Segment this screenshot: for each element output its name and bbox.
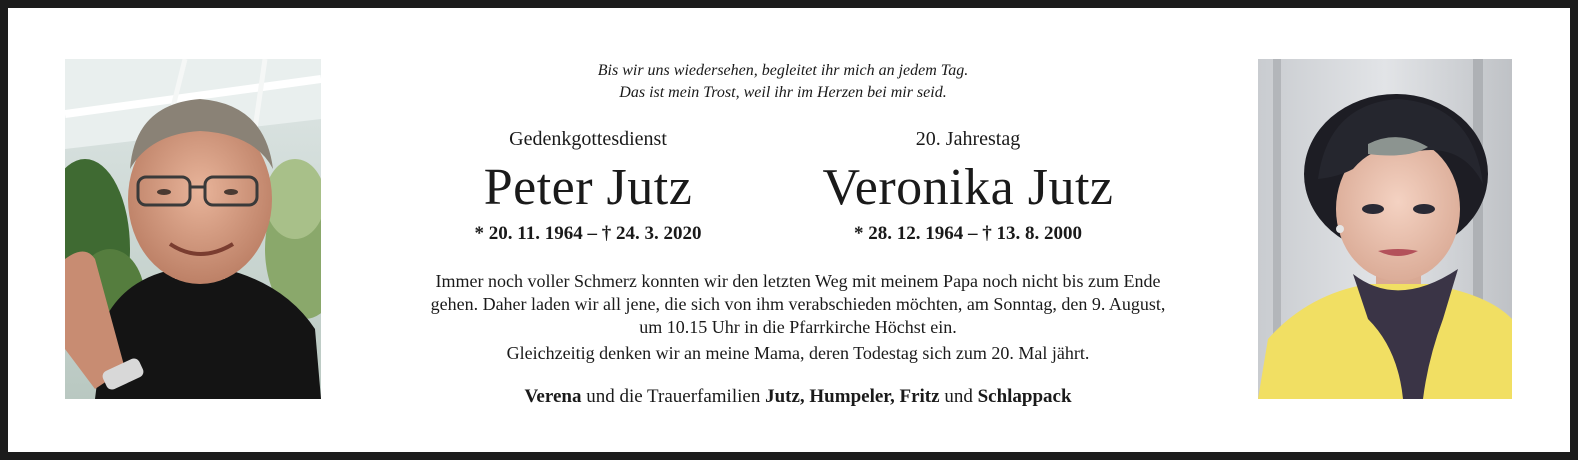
- occasion-label-right: 20. Jahrestag: [915, 128, 1021, 150]
- family-signature: [348, 385, 1248, 409]
- body-line-3: um 10.15 Uhr in die Pfarrkirche Höchst ein.: [639, 317, 957, 337]
- woman-portrait-image: [1258, 59, 1512, 399]
- signature-first-name: Verena: [524, 386, 582, 407]
- motto-line-1: Bis wir uns wiedersehen, begleitet ihr mich an jedem Tag.: [597, 62, 969, 79]
- announcement-text: [348, 270, 1248, 365]
- person-veronika: [778, 126, 1158, 246]
- signature-text-1: und die Trauerfamilien: [581, 386, 766, 407]
- signature-families: Jutz, Humpeler, Fritz: [765, 386, 940, 407]
- body-line-4: Gleichzeitig denken wir an meine Mama, deren Todestag sich zum 20. Mal jährt.: [506, 343, 1090, 363]
- memorial-motto: [458, 60, 1108, 104]
- signature-last-family: Schlappack: [977, 386, 1072, 407]
- deceased-name-right: Veronika Jutz: [822, 159, 1114, 216]
- portrait-photo-right: [1258, 59, 1512, 399]
- life-dates-right: * 28. 12. 1964 – † 13. 8. 2000: [854, 223, 1082, 244]
- portrait-photo-left: [65, 59, 321, 399]
- body-line-2: gehen. Daher laden wir all jene, die sich von ihm verabschieden möchten, am Sonntag, den 9. August,: [430, 294, 1166, 314]
- life-dates-left: * 20. 11. 1964 – † 24. 3. 2020: [474, 223, 702, 244]
- deceased-name-left: Peter Jutz: [483, 159, 693, 216]
- man-portrait-image: [65, 59, 321, 399]
- body-line-1: Immer noch voller Schmerz konnten wir den letzten Weg mit meinem Papa noch nicht bis zum Ende: [435, 271, 1161, 291]
- signature-text-2: und: [939, 386, 978, 407]
- motto-line-2: Das ist mein Trost, weil ihr im Herzen bei mir seid.: [619, 84, 947, 101]
- occasion-label-left: Gedenkgottesdienst: [509, 128, 667, 150]
- person-peter: [408, 126, 768, 246]
